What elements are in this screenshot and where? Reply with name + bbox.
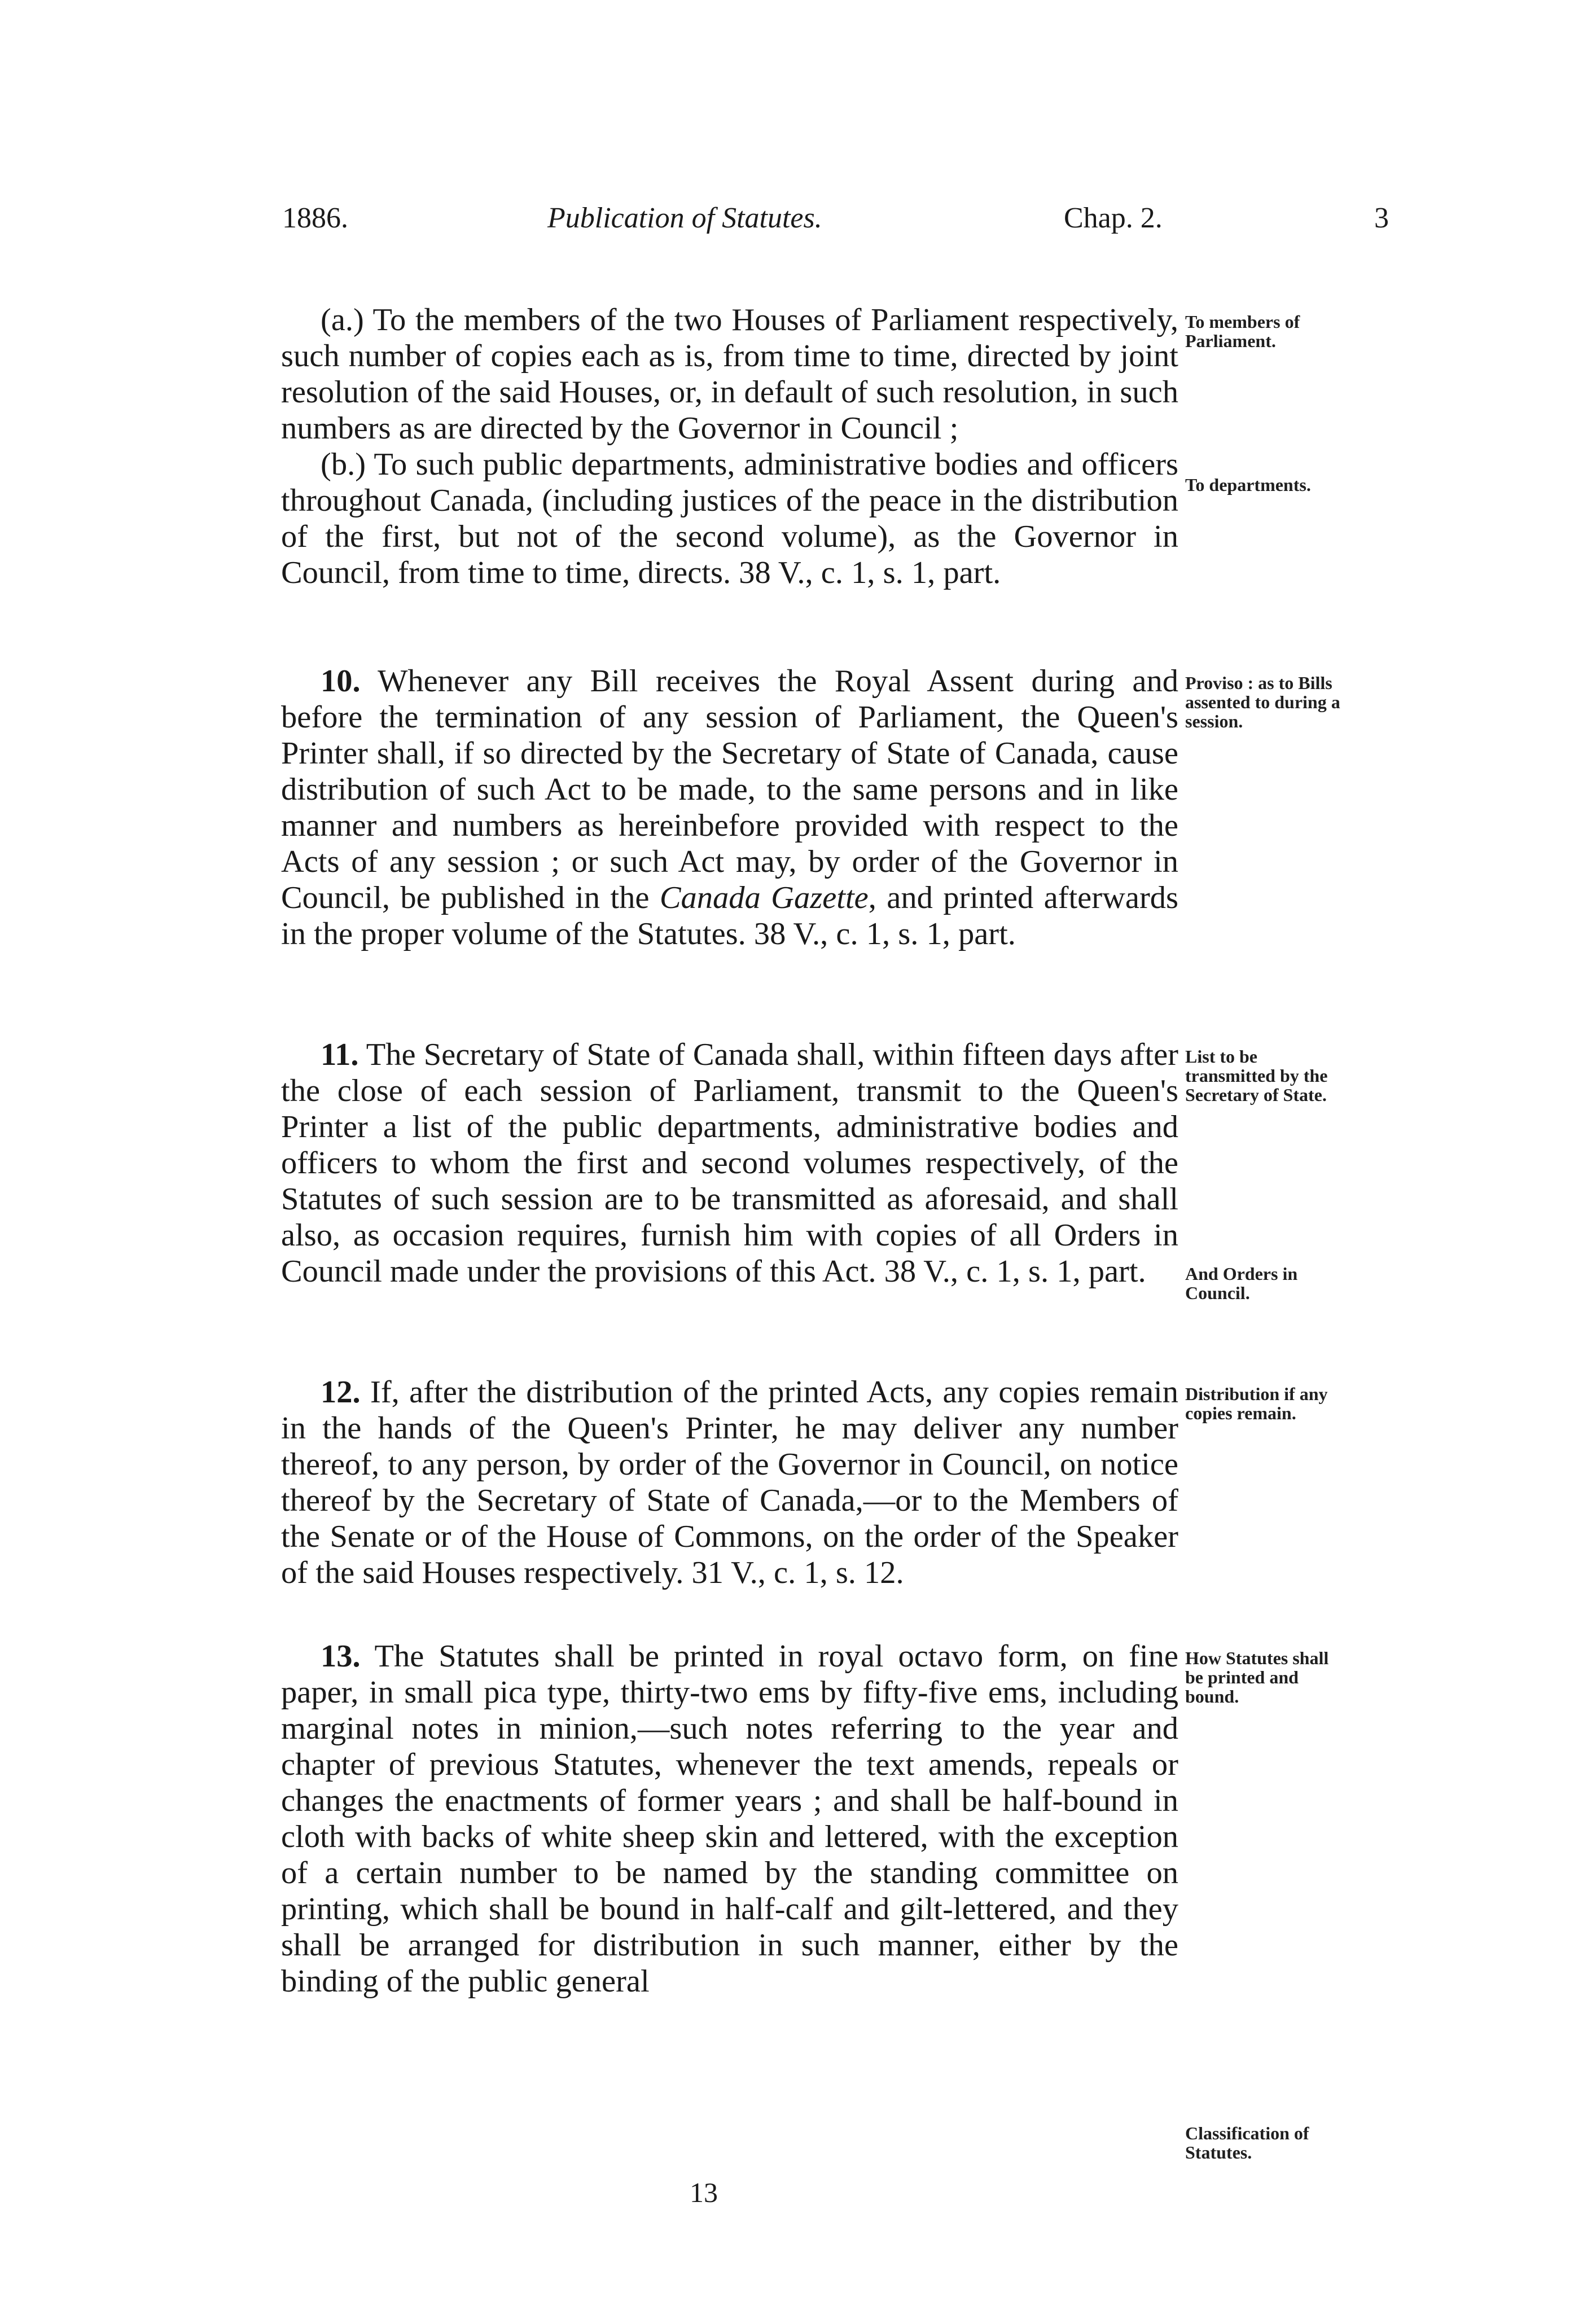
section-10-number: 10. — [321, 664, 361, 699]
signature-mark: 13 — [690, 2177, 718, 2208]
section-10-body: Whenever any Bill receives the Royal Assent during and before the termination of any session of Parliament, the Queen's Printer shall, if so directed by the Secretary of State of Canada, cause distribution of such Act to be made, to the same persons and in like manner and numbers as hereinbefore provided with respect to the Acts of any session ; or such Act may, by order of the Governor in Council, be published in the — [281, 664, 1178, 915]
margin-note-classification: Classification of Statutes. — [1185, 2123, 1309, 2163]
section-10-text — [281, 663, 1178, 952]
section-11 — [281, 1037, 1178, 1289]
header-running-title: Publication of Statutes. — [547, 202, 822, 234]
margin-note-list: List to be transmitted by the Secretary of State. — [1185, 1046, 1328, 1105]
margin-note-proviso: Proviso : as to Bills assented to during a session. — [1185, 673, 1340, 731]
section-10-italic: Canada Gazette — [659, 880, 869, 915]
section-11-body: The Secretary of State of Canada shall, within fifteen days after the close of each session of Parliament, transmit to the Queen's Printer a list of the public departments, administrative bodies and officers to whom the first and second volumes respectively, of the Statutes of such session are to be transmitted as aforesaid, and shall also, as occasion requires, furnish him with copies of all Orders in Council made under the provisions of this Act. 38 V., c. 1, s. 1, part. — [281, 1037, 1178, 1289]
margin-note-distribution: Distribution if any copies remain. — [1185, 1384, 1328, 1423]
section-10 — [281, 663, 1178, 952]
section-13-body: The Statutes shall be printed in royal octavo form, on fine paper, in small pica type, thirty-two ems by fifty-five ems, including marginal notes in minion,—such notes referring to the year and chapter of previous Statutes, whenever the text amends, repeals or changes the enactments of former years ; and shall be half-bound in cloth with backs of white sheep skin and lettered, with the exception of a certain number to be named by the standing committee on printing, which shall be bound in half-calf and gilt-lettered, and they shall be arranged for distribution in such manner, either by the binding of the public general — [281, 1639, 1178, 1999]
section-13 — [281, 1638, 1178, 1999]
section-12 — [281, 1374, 1178, 1591]
section-13-text — [281, 1638, 1178, 1999]
clause-b: (b.) To such public departments, administrative bodies and officers throughout Canada, (including justices of the peace in the distribution of the first, but not of the second volume), as the Governor in Council, from time to time, directs. 38 V., c. 1, s. 1, part. — [281, 447, 1178, 590]
section-13-number: 13. — [321, 1639, 361, 1674]
clause-a: (a.) To the members of the two Houses of Parliament respectively, such number of copies each as is, from time to time, directed by joint resolution of the said Houses, or, in default of such resolution, in such numbers as are directed by the Governor in Council ; — [281, 302, 1178, 446]
section-12-number: 12. — [321, 1375, 361, 1410]
section-10-body-end: , and printed afterwards in the proper volume of the Statutes. 38 V., c. 1, s. 1, part. — [281, 880, 1179, 951]
section-11-number: 11. — [321, 1037, 359, 1072]
margin-note-members: To members of Parliament. — [1185, 312, 1300, 351]
running-header — [282, 199, 1388, 238]
section-12-body: If, after the distribution of the printed Acts, any copies remain in the hands of the Queen's Printer, he may deliver any number thereof, to any person, by order of the Governor in Council, on notice thereof by the Secretary of State of Canada,—or to the Members of the Senate or of the House of Commons, on the order of the Speaker of the said Houses respectively. 31 V., c. 1, s. 12. — [281, 1375, 1178, 1590]
header-chapter: Chap. 2. — [1064, 202, 1163, 234]
margin-note-departments: To departments. — [1185, 475, 1311, 495]
margin-note-printing: How Statutes shall be printed and bound. — [1185, 1648, 1329, 1707]
section-11-text — [281, 1037, 1178, 1289]
margin-note-orders: And Orders in Council. — [1185, 1264, 1298, 1303]
section-subclauses — [281, 302, 1178, 591]
header-year: 1886. — [282, 202, 348, 234]
page-number: 3 — [1374, 202, 1389, 234]
section-12-text — [281, 1374, 1178, 1591]
